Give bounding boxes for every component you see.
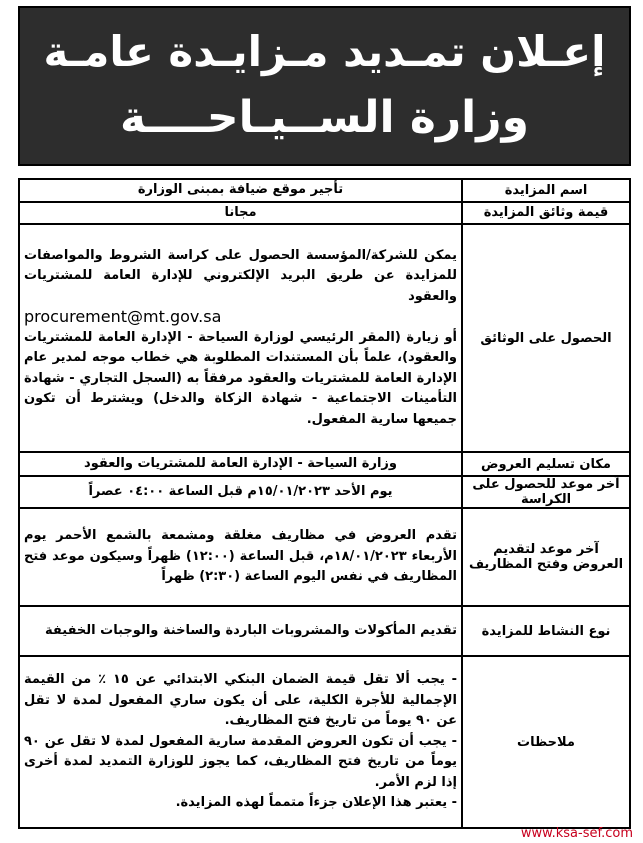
row-value: وزارة السياحة - الإدارة العامة للمشتريات والعقود: [19, 452, 462, 476]
row-value: تأجير موقع ضيافة بمبنى الوزارة: [19, 179, 462, 202]
banner-title: إعـلان تمـديد مـزايـدة عامـة: [43, 27, 606, 76]
row-label: الحصول على الوثائق: [462, 224, 630, 452]
row-label: نوع النشاط للمزايدة: [462, 606, 630, 656]
announcement: [18, 6, 631, 829]
banner-ministry: وزارة الســيـاحــــة: [120, 92, 529, 143]
table-row: [19, 202, 630, 225]
row-value: تقدم العروض في مظاريف مغلقة ومشمعة بالشمع الأحمر يوم الأربعاء ١٨/٠١/٢٠٢٣م، قبل الساعة (١٢:٠٠) ظهراً وسيكون موعد فتح المظاريف في نفس اليوم الساعة (٢:٣٠) ظهراً: [19, 508, 462, 606]
row-value: يوم الأحد ١٥/٠١/٢٠٢٣م قبل الساعة ٠٤:٠٠ عصراً: [19, 476, 462, 508]
note-item: - يجب ألا تقل قيمة الضمان البنكي الابتدائي عن ١٥ ٪ من القيمة الإجمالية للأجرة الكلية، على أن يكون ساري المفعول لمدة لا تقل عن ٩٠ يوماً من تاريخ فتح المظاريف.: [24, 672, 457, 729]
documents-text: يمكن للشركة/المؤسسة الحصول على كراسة الشروط والمواصفات للمزايدة عن طريق البريد الإلكتروني للإدارة العامة للمشتريات والعقود: [24, 247, 457, 304]
row-label: اسم المزايدة: [462, 179, 630, 202]
row-label: آخر موعد للحصول على الكراسة: [462, 476, 630, 508]
table-row: [19, 508, 630, 606]
row-value: [19, 656, 462, 828]
title-banner: [18, 6, 631, 166]
details-table: [18, 178, 631, 829]
row-label: ملاحظات: [462, 656, 630, 828]
table-row: [19, 224, 630, 452]
table-row: [19, 476, 630, 508]
documents-text-2: أو زيارة (المقر الرئيسي لوزارة السياحة - الإدارة العامة للمشتريات والعقود)، علماً بأن المستندات المطلوبة هي خطاب موجه لمدير عام الإدارة العامة للمشتريات والعقود مرفقاً به (السجل التجاري - شهادة التأمينات الاجتماعية - شهادة الزكاة والدخل) ويشترط أن تكون جميعها سارية المفعول.: [24, 329, 457, 427]
note-item: - يجب أن تكون العروض المقدمة سارية المفعول لمدة لا تقل عن ٩٠ يوماً من تاريخ فتح المظاريف، كما يجوز للوزارة التمديد لمدة أخرى إذا لزم الأمر.: [24, 733, 457, 790]
row-value: [19, 224, 462, 452]
note-item: - يعتبر هذا الإعلان جزءاً متمماً لهذه المزايدة.: [175, 795, 457, 811]
site-watermark[interactable]: www.ksa-sef.com: [520, 826, 633, 841]
table-row: [19, 179, 630, 202]
row-label: قيمة وثائق المزايدة: [462, 202, 630, 225]
table-row: [19, 656, 630, 828]
email-link[interactable]: procurement@mt.gov.sa: [24, 307, 222, 327]
row-label: آخر موعد لتقديم العروض وفتح المظاريف: [462, 508, 630, 606]
table-row: [19, 606, 630, 656]
row-value: مجانا: [19, 202, 462, 225]
table-row: [19, 452, 630, 476]
row-label: مكان تسليم العروض: [462, 452, 630, 476]
row-value: تقديم المأكولات والمشروبات الباردة والساخنة والوجبات الخفيفة: [19, 606, 462, 656]
